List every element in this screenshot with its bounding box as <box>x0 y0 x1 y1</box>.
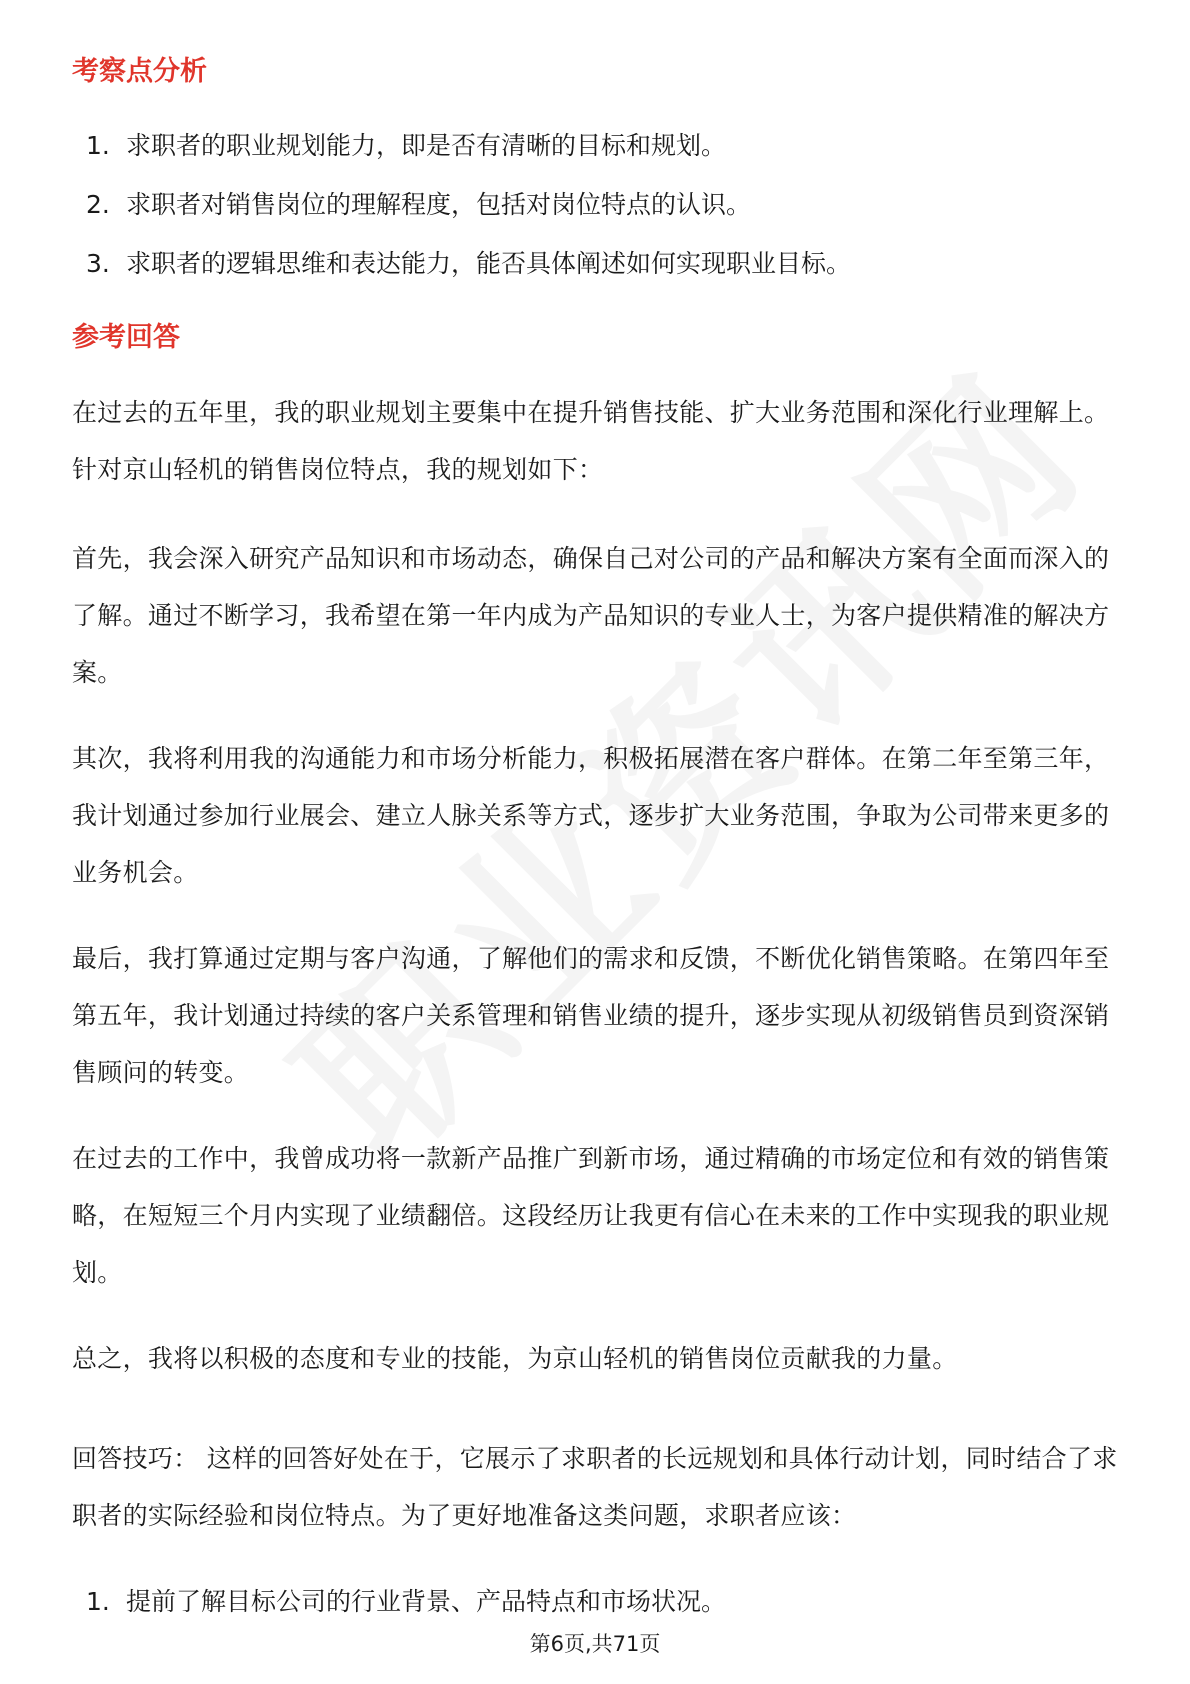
answer-paragraph: 在过去的五年里，我的职业规划主要集中在提升销售技能、扩大业务范围和深化行业理解上。针对京山轻机的销售岗位特点，我的规划如下： <box>72 398 1110 484</box>
section-heading-analysis: 考察点分析 <box>72 56 207 87</box>
list-item <box>86 175 1116 234</box>
list-text: 求职者的职业规划能力，即是否有清晰的目标和规划。 <box>126 131 727 160</box>
analysis-list <box>86 116 1116 293</box>
answer-paragraph: 在过去的工作中，我曾成功将一款新产品推广到新市场，通过精确的市场定位和有效的销售策略，在短短三个月内实现了业绩翻倍。这段经历让我更有信心在未来的工作中实现我的职业规划。 <box>72 1144 1110 1287</box>
list-number: 3. <box>86 249 110 278</box>
list-item <box>86 1572 1116 1631</box>
tips-paragraph: 回答技巧： 这样的回答好处在于，它展示了求职者的长远规划和具体行动计划，同时结合了求职者的实际经验和岗位特点。为了更好地准备这类问题，求职者应该： <box>72 1444 1118 1530</box>
list-item <box>86 234 1116 293</box>
list-number: 1. <box>86 1587 110 1616</box>
answer-paragraph: 总之，我将以积极的态度和专业的技能，为京山轻机的销售岗位贡献我的力量。 <box>72 1344 958 1373</box>
list-text: 提前了解目标公司的行业背景、产品特点和市场状况。 <box>126 1587 727 1616</box>
list-text: 求职者的逻辑思维和表达能力，能否具体阐述如何实现职业目标。 <box>126 249 852 278</box>
page-footer: 第6页,共71页 <box>529 1632 661 1656</box>
list-number: 1. <box>86 131 110 160</box>
section-heading-answer: 参考回答 <box>72 322 180 353</box>
tips-list <box>86 1572 1116 1631</box>
answer-paragraph: 首先，我会深入研究产品知识和市场动态，确保自己对公司的产品和解决方案有全面而深入的了解。通过不断学习，我希望在第一年内成为产品知识的专业人士，为客户提供精准的解决方案。 <box>72 544 1110 687</box>
answer-paragraph: 其次，我将利用我的沟通能力和市场分析能力，积极拓展潜在客户群体。在第二年至第三年，我计划通过参加行业展会、建立人脉关系等方式，逐步扩大业务范围，争取为公司带来更多的业务机会。 <box>72 744 1110 887</box>
list-text: 求职者对销售岗位的理解程度，包括对岗位特点的认识。 <box>126 190 752 219</box>
list-item <box>86 116 1116 175</box>
list-number: 2. <box>86 190 110 219</box>
answer-paragraph: 最后，我打算通过定期与客户沟通，了解他们的需求和反馈，不断优化销售策略。在第四年至第五年，我计划通过持续的客户关系管理和销售业绩的提升，逐步实现从初级销售员到资深销售顾问的转变。 <box>72 944 1110 1087</box>
